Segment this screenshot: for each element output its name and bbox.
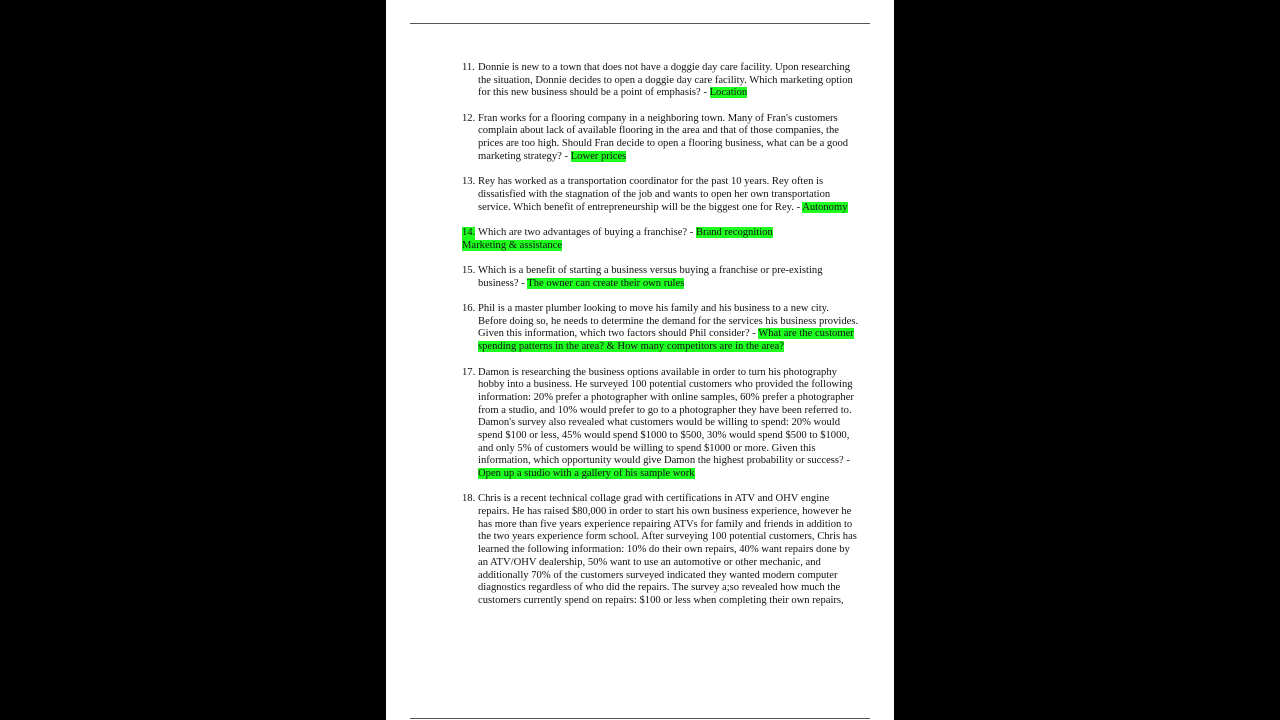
question-number: 12. <box>462 112 476 124</box>
question-line <box>462 202 862 215</box>
question-text: information: 20% prefer a photographer with online samples, 60% prefer a photographer <box>478 391 854 403</box>
question-line <box>462 278 862 291</box>
question-text: Which are two advantages of buying a franchise? - <box>478 226 696 238</box>
question-text: business? - <box>478 277 528 289</box>
question-text: diagnostics regardless of who did the repairs. The survey a;so revealed how much the <box>478 582 841 594</box>
highlighted-answer: Brand recognition <box>695 226 773 238</box>
bottom-rule <box>410 718 870 719</box>
question-number: 15. <box>462 265 476 276</box>
question-line <box>462 531 862 544</box>
question-line <box>462 328 862 341</box>
question-text: prices are too high. Should Fran decide to open a flooring business, what can be a good <box>478 138 849 150</box>
question-text: Damon's survey also revealed what customers would be willing to spend: 20% would <box>478 417 841 429</box>
question-line <box>462 138 862 151</box>
question-line <box>462 417 862 430</box>
question-text: Given this information, which two factors should Phil consider? - <box>478 328 759 340</box>
question-item <box>462 303 862 354</box>
top-rule <box>410 23 870 24</box>
question-text: complain about lack of available flooring in the area and that of those companies, the <box>478 125 839 137</box>
question-line <box>462 557 862 570</box>
question-line <box>462 379 862 392</box>
question-line <box>462 316 862 329</box>
highlighted-answer: Location <box>709 87 748 99</box>
question-line <box>462 519 862 532</box>
highlighted-answer: What are the customer <box>758 328 854 340</box>
question-text: additionally 70% of the customers surveyed indicated they wanted modern computer <box>478 569 838 581</box>
question-text: Fran works for a flooring company in a neighboring town. Many of Fran's customers <box>478 112 838 124</box>
question-line <box>462 367 862 380</box>
question-number: 16. <box>462 303 476 315</box>
question-line <box>462 125 862 138</box>
question-text: has more than five years experience repairing ATVs for family and friends in addition to <box>478 518 853 530</box>
question-line <box>462 227 862 240</box>
question-line <box>462 87 862 100</box>
document-page <box>386 0 894 720</box>
question-text: learned the following information: 10% do their own repairs, 40% want repairs done by <box>478 544 850 556</box>
question-line <box>462 176 862 189</box>
question-line <box>462 189 862 202</box>
question-text: information, which opportunity would give Damon the highest probability or success? - <box>478 455 850 467</box>
question-number: 17. <box>462 366 476 378</box>
question-number: 11. <box>462 62 475 73</box>
question-line <box>462 493 862 506</box>
question-text: service. Which benefit of entrepreneurship will be the biggest one for Rey. - <box>478 201 803 213</box>
question-line <box>462 341 862 354</box>
question-line <box>462 506 862 519</box>
highlighted-answer: Autonomy <box>802 201 848 213</box>
highlighted-answer: Open up a studio with a gallery of his sample work <box>478 468 695 479</box>
question-text: the two years experience form school. After surveying 100 potential customers, Chris has <box>478 531 857 543</box>
question-item <box>462 227 862 252</box>
highlighted-answer: Lower prices <box>570 150 627 162</box>
question-text: Phil is a master plumber looking to move his family and his business to a new city. <box>478 303 829 315</box>
question-item <box>462 113 862 164</box>
question-text: Damon is researching the business options available in order to turn his photography <box>478 366 837 378</box>
question-number: 13. <box>462 176 476 188</box>
question-text: for this new business should be a point of emphasis? - <box>478 87 710 99</box>
question-text: repairs. He has raised $80,000 in order to start his own business experience, however he <box>478 506 852 518</box>
question-item <box>462 62 862 100</box>
question-line <box>462 570 862 583</box>
question-item <box>462 265 862 290</box>
question-text: the situation, Donnie decides to open a doggie day care facility. Which marketing option <box>478 74 853 86</box>
question-line <box>462 62 862 75</box>
question-line <box>462 392 862 405</box>
question-text: spend $100 or less, 45% would spend $1000 to $500, 30% would spend $500 to $1000, <box>478 429 850 441</box>
question-text: Rey has worked as a transportation coordinator for the past 10 years. Rey often is <box>478 176 824 188</box>
question-item <box>462 493 862 607</box>
question-text: Before doing so, he needs to determine the demand for the services his business provides. <box>478 315 859 327</box>
question-line <box>462 595 862 608</box>
question-text: and only 5% of customers would be willing to spend $1000 or more. Given this <box>478 442 816 454</box>
question-number: 18. <box>462 493 476 505</box>
highlighted-answer: The owner can create their own rules <box>527 277 685 289</box>
highlighted-answer: spending patterns in the area? & How many competitors are in the area? <box>478 341 784 353</box>
question-line <box>462 303 862 316</box>
question-line <box>462 405 862 418</box>
question-list <box>462 62 862 620</box>
question-number: 14. <box>462 226 476 238</box>
question-text: dissatisfied with the stagnation of the job and wants to open her own transportation <box>478 188 831 200</box>
question-line <box>462 582 862 595</box>
question-line <box>462 544 862 557</box>
question-line <box>462 240 862 253</box>
question-text: Donnie is new to a town that does not have a doggie day care facility. Upon researching <box>478 62 851 73</box>
question-item <box>462 176 862 214</box>
question-text: an ATV/OHV dealership, 50% want to use an automotive or other mechanic, and <box>478 556 821 568</box>
question-line <box>462 113 862 126</box>
question-text: marketing strategy? - <box>478 150 571 162</box>
question-line <box>462 443 862 456</box>
question-item <box>462 367 862 481</box>
question-text: Chris is a recent technical collage grad with certifications in ATV and OHV engine <box>478 493 830 505</box>
question-line <box>462 468 862 481</box>
question-text: customers currently spend on repairs: $100 or less when completing their own repairs, <box>478 594 844 606</box>
question-text: Which is a benefit of starting a business versus buying a franchise or pre-existing <box>478 265 823 276</box>
question-line <box>462 455 862 468</box>
highlighted-answer: Marketing & assistance <box>462 239 563 251</box>
question-line <box>462 430 862 443</box>
question-line <box>462 265 862 278</box>
question-text: from a studio, and 10% would prefer to go to a photographer they have been referred to. <box>478 404 852 416</box>
question-line <box>462 75 862 88</box>
question-text: hobby into a business. He surveyed 100 potential customers who provided the following <box>478 379 853 391</box>
question-line <box>462 151 862 164</box>
